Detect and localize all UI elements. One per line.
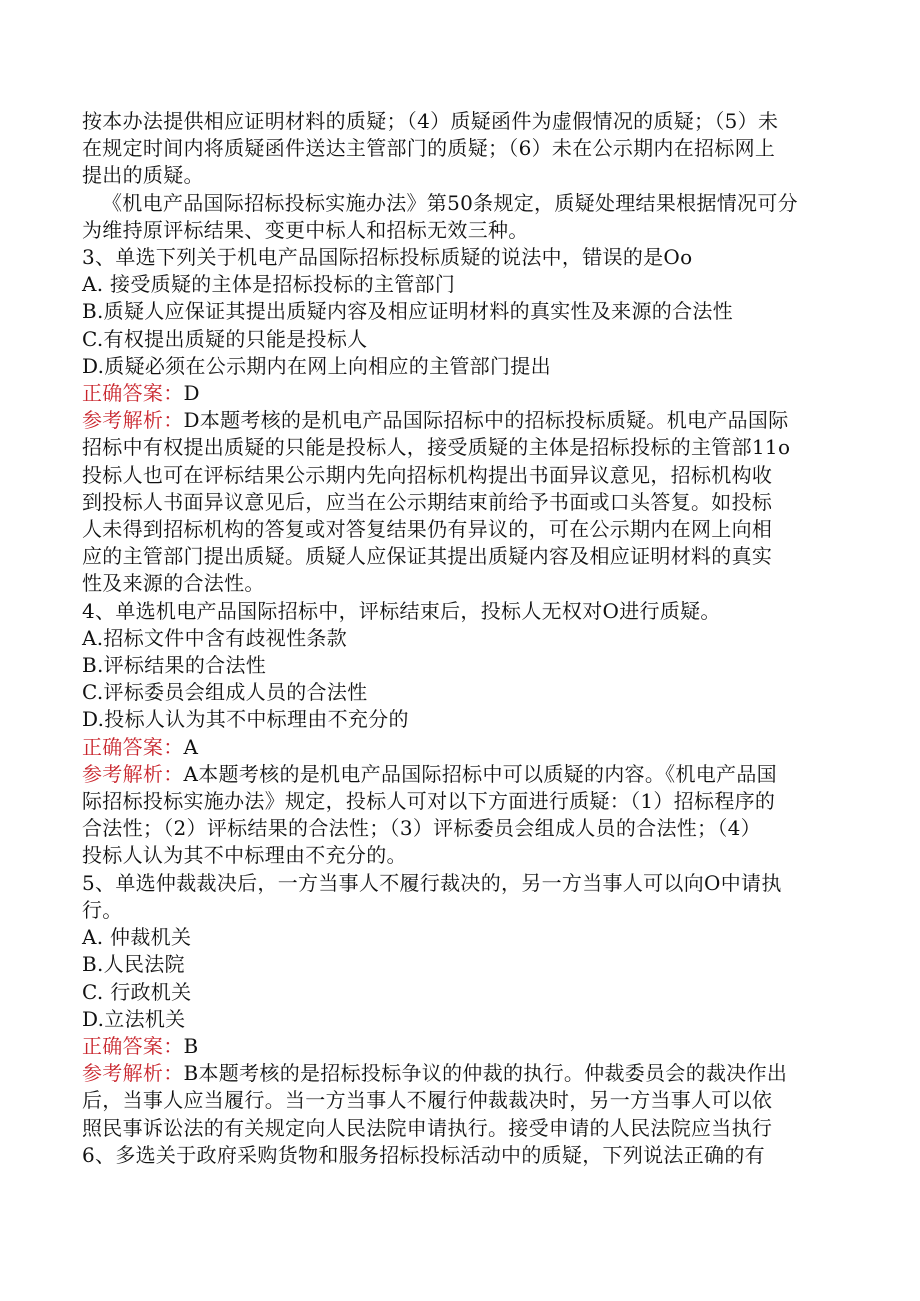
analysis-line (82, 761, 850, 788)
analysis-text: 际招标投标实施办法》规定，投标人可对以下方面进行质疑：（1）招标程序的 (82, 789, 776, 814)
answer-line (82, 1033, 850, 1060)
question-text: 4、单选机电产品国际招标中，评标结束后，投标人无权对O进行质疑。 (82, 598, 721, 623)
answer-label: 正确答案： (82, 734, 184, 759)
answer-value: D (183, 381, 200, 406)
answer-value: A (183, 734, 199, 759)
text-line: 提出的质疑。 (82, 163, 204, 188)
analysis-line (82, 407, 850, 434)
analysis-text: 到投标人书面异议意见后，应当在公示期结束前给予书面或口头答复。如投标 (82, 489, 773, 514)
intro-paragraph (82, 108, 850, 244)
option-d: D.投标人认为其不中标理由不充分的 (82, 707, 409, 732)
question-4 (82, 598, 850, 870)
option-c: C.有权提出质疑的只能是投标人 (82, 326, 368, 351)
analysis-label: 参考解析： (82, 1061, 184, 1086)
option-d: D.立法机关 (82, 1006, 186, 1031)
option-c: C.评标委员会组成人员的合法性 (82, 680, 368, 705)
text-line: 为维持原评标结果、变更中标人和招标无效三种。 (82, 217, 529, 242)
analysis-text: 招标中有权提出质疑的只能是投标人，接受质疑的主体是招标投标的主管部11o (82, 435, 791, 460)
analysis-text: 投标人也可在评标结果公示期内先向招标机构提出书面异议意见，招标机构收 (82, 462, 773, 487)
analysis-text: B本题考核的是招标投标争议的仲裁的执行。仲裁委员会的裁决作出 (183, 1061, 788, 1086)
answer-label: 正确答案： (82, 381, 184, 406)
text-line: 《机电产品国际招标投标实施办法》第50条规定，质疑处理结果根据情况可分 (102, 190, 798, 215)
answer-value: B (183, 1033, 199, 1058)
answer-line (82, 380, 850, 407)
analysis-text: 人未得到招标机构的答复或对答复结果仍有异议的，可在公示期内在网上向相 (82, 517, 773, 542)
option-c: C. 行政机关 (82, 979, 192, 1004)
text-line: 按本办法提供相应证明材料的质疑；（4）质疑函件为虚假情况的质疑；（5）未 (82, 109, 779, 133)
analysis-text: 投标人认为其不中标理由不充分的。 (82, 843, 407, 868)
analysis-text: 性及来源的合法性。 (82, 571, 265, 596)
answer-label: 正确答案： (82, 1033, 184, 1058)
analysis-text: 合法性；（2）评标结果的合法性；（3）评标委员会组成人员的合法性；（4） (82, 816, 761, 841)
analysis-text: 应的主管部门提出质疑。质疑人应保证其提出质疑内容及相应证明材料的真实 (82, 544, 773, 569)
option-b: B.质疑人应保证其提出质疑内容及相应证明材料的真实性及来源的合法性 (82, 299, 733, 324)
answer-line (82, 734, 850, 761)
analysis-text: 照民事诉讼法的有关规定向人民法院申请执行。接受申请的人民法院应当执行 (82, 1115, 773, 1140)
question-text: 3、单选下列关于机电产品国际招标投标质疑的说法中，错误的是Oo (82, 245, 693, 270)
question-text: 行。 (82, 897, 123, 922)
analysis-text: D本题考核的是机电产品国际招标中的招标投标质疑。机电产品国际 (183, 408, 789, 433)
analysis-line (82, 1060, 850, 1087)
question-5 (82, 870, 850, 1142)
option-a: A. 接受质疑的主体是招标投标的主管部门 (82, 272, 456, 297)
question-6 (82, 1142, 850, 1169)
option-d: D.质疑必须在公示期内在网上向相应的主管部门提出 (82, 353, 551, 378)
option-a: A. 仲裁机关 (82, 925, 192, 950)
option-b: B.人民法院 (82, 952, 185, 977)
analysis-label: 参考解析： (82, 761, 184, 786)
analysis-text: 后，当事人应当履行。当一方当事人不履行仲裁裁决时，另一方当事人可以依 (82, 1088, 773, 1113)
text-line: 在规定时间内将质疑函件送达主管部门的质疑；（6）未在公示期内在招标网上 (82, 136, 776, 161)
question-text: 6、多选关于政府采购货物和服务招标投标活动中的质疑，下列说法正确的有 (82, 1142, 765, 1167)
option-a: A.招标文件中含有歧视性条款 (82, 625, 348, 650)
question-3 (82, 244, 850, 598)
analysis-label: 参考解析： (82, 408, 184, 433)
question-text: 5、单选仲裁裁决后，一方当事人不履行裁决的，另一方当事人可以向O中请执 (82, 870, 782, 895)
option-b: B.评标结果的合法性 (82, 653, 267, 678)
analysis-text: A本题考核的是机电产品国际招标中可以质疑的内容。《机电产品国 (183, 761, 777, 786)
